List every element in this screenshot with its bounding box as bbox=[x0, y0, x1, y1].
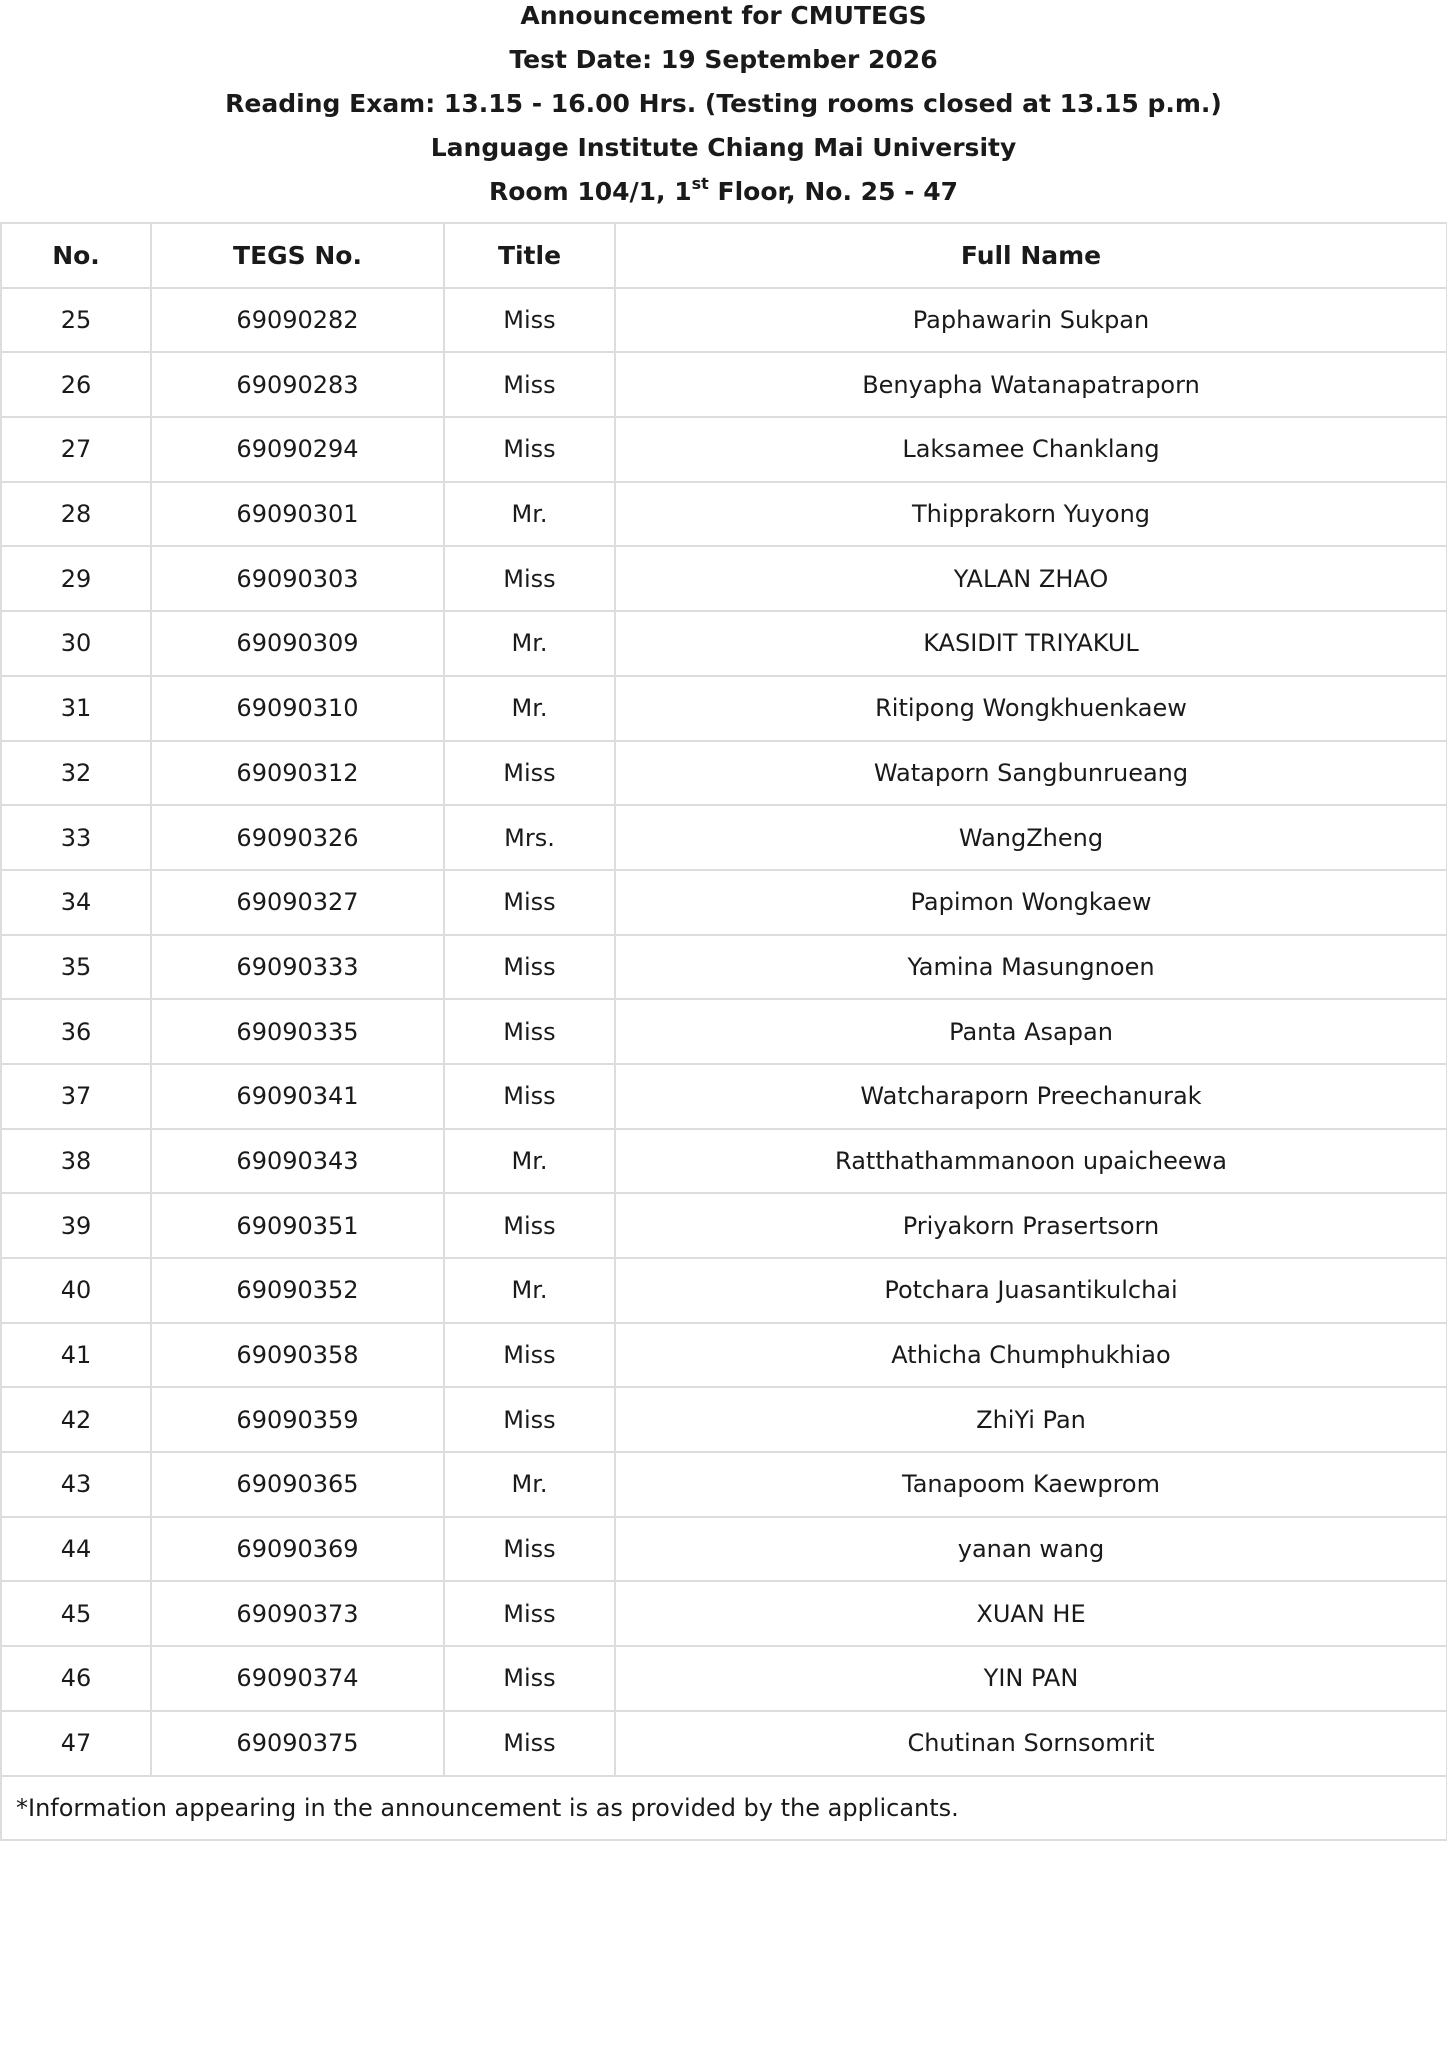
cell-title: Miss bbox=[444, 546, 615, 611]
cell-full-name: Athicha Chumphukhiao bbox=[615, 1323, 1447, 1388]
cell-tegs-no: 69090309 bbox=[151, 611, 444, 676]
room-info-superscript: st bbox=[691, 173, 709, 193]
cell-full-name: Laksamee Chanklang bbox=[615, 417, 1447, 482]
cell-no: 38 bbox=[1, 1129, 151, 1194]
cell-no: 42 bbox=[1, 1387, 151, 1452]
cell-tegs-no: 69090352 bbox=[151, 1258, 444, 1323]
cell-no: 25 bbox=[1, 288, 151, 353]
cell-full-name: Wataporn Sangbunrueang bbox=[615, 741, 1447, 806]
table-row bbox=[1, 1646, 1447, 1711]
cell-title: Miss bbox=[444, 1517, 615, 1582]
test-date: Test Date: 19 September 2026 bbox=[509, 45, 938, 74]
cell-full-name: XUAN HE bbox=[615, 1581, 1447, 1646]
cell-full-name: Thipprakorn Yuyong bbox=[615, 482, 1447, 547]
cell-tegs-no: 69090374 bbox=[151, 1646, 444, 1711]
column-header-no: No. bbox=[1, 223, 151, 288]
cell-full-name: YALAN ZHAO bbox=[615, 546, 1447, 611]
cell-title: Miss bbox=[444, 935, 615, 1000]
footnote: *Information appearing in the announcement is as provided by the applicants. bbox=[1, 1776, 1447, 1841]
cell-tegs-no: 69090312 bbox=[151, 741, 444, 806]
cell-no: 45 bbox=[1, 1581, 151, 1646]
table-row bbox=[1, 741, 1447, 806]
cell-no: 47 bbox=[1, 1711, 151, 1776]
table-row bbox=[1, 482, 1447, 547]
cell-no: 31 bbox=[1, 676, 151, 741]
table-row bbox=[1, 546, 1447, 611]
cell-title: Miss bbox=[444, 1323, 615, 1388]
cell-tegs-no: 69090301 bbox=[151, 482, 444, 547]
cell-tegs-no: 69090283 bbox=[151, 352, 444, 417]
cell-title: Miss bbox=[444, 1711, 615, 1776]
cell-title: Mr. bbox=[444, 611, 615, 676]
table-row bbox=[1, 676, 1447, 741]
cell-no: 32 bbox=[1, 741, 151, 806]
cell-no: 30 bbox=[1, 611, 151, 676]
cell-tegs-no: 69090358 bbox=[151, 1323, 444, 1388]
cell-full-name: Papimon Wongkaew bbox=[615, 870, 1447, 935]
cell-full-name: Paphawarin Sukpan bbox=[615, 288, 1447, 353]
cell-tegs-no: 69090282 bbox=[151, 288, 444, 353]
cell-full-name: KASIDIT TRIYAKUL bbox=[615, 611, 1447, 676]
cell-title: Miss bbox=[444, 1581, 615, 1646]
cell-title: Miss bbox=[444, 352, 615, 417]
table-row bbox=[1, 805, 1447, 870]
table-row bbox=[1, 1452, 1447, 1517]
cell-title: Miss bbox=[444, 1387, 615, 1452]
table-row bbox=[1, 352, 1447, 417]
cell-no: 35 bbox=[1, 935, 151, 1000]
cell-tegs-no: 69090373 bbox=[151, 1581, 444, 1646]
exam-time: Reading Exam: 13.15 - 16.00 Hrs. (Testing rooms closed at 13.15 p.m.) bbox=[225, 89, 1222, 118]
cell-tegs-no: 69090294 bbox=[151, 417, 444, 482]
cell-title: Miss bbox=[444, 870, 615, 935]
cell-tegs-no: 69090333 bbox=[151, 935, 444, 1000]
cell-tegs-no: 69090303 bbox=[151, 546, 444, 611]
cell-full-name: yanan wang bbox=[615, 1517, 1447, 1582]
cell-title: Miss bbox=[444, 1193, 615, 1258]
cell-tegs-no: 69090375 bbox=[151, 1711, 444, 1776]
table-row bbox=[1, 1129, 1447, 1194]
cell-no: 36 bbox=[1, 999, 151, 1064]
table-row bbox=[1, 1581, 1447, 1646]
cell-no: 37 bbox=[1, 1064, 151, 1129]
cell-no: 34 bbox=[1, 870, 151, 935]
cell-tegs-no: 69090341 bbox=[151, 1064, 444, 1129]
cell-full-name: Tanapoom Kaewprom bbox=[615, 1452, 1447, 1517]
table-row bbox=[1, 611, 1447, 676]
cell-full-name: Panta Asapan bbox=[615, 999, 1447, 1064]
cell-tegs-no: 69090327 bbox=[151, 870, 444, 935]
table-row bbox=[1, 1517, 1447, 1582]
table-row bbox=[1, 1064, 1447, 1129]
cell-title: Mr. bbox=[444, 482, 615, 547]
cell-title: Miss bbox=[444, 999, 615, 1064]
table-row bbox=[1, 417, 1447, 482]
table-row bbox=[1, 1387, 1447, 1452]
cell-full-name: Watcharaporn Preechanurak bbox=[615, 1064, 1447, 1129]
cell-title: Mrs. bbox=[444, 805, 615, 870]
cell-no: 29 bbox=[1, 546, 151, 611]
table-row bbox=[1, 935, 1447, 1000]
cell-title: Mr. bbox=[444, 676, 615, 741]
table-row bbox=[1, 1323, 1447, 1388]
cell-full-name: Potchara Juasantikulchai bbox=[615, 1258, 1447, 1323]
room-info bbox=[0, 172, 1447, 212]
cell-full-name: ZhiYi Pan bbox=[615, 1387, 1447, 1452]
cell-title: Mr. bbox=[444, 1129, 615, 1194]
announcement-title: Announcement for CMUTEGS bbox=[520, 1, 927, 30]
cell-full-name: WangZheng bbox=[615, 805, 1447, 870]
cell-no: 43 bbox=[1, 1452, 151, 1517]
cell-title: Miss bbox=[444, 741, 615, 806]
cell-full-name: Ratthathammanoon upaicheewa bbox=[615, 1129, 1447, 1194]
cell-full-name: Benyapha Watanapatraporn bbox=[615, 352, 1447, 417]
cell-no: 39 bbox=[1, 1193, 151, 1258]
column-header-tegs-no: TEGS No. bbox=[151, 223, 444, 288]
room-info-prefix: Room 104/1, 1 bbox=[488, 177, 692, 206]
table-row bbox=[1, 288, 1447, 353]
cell-title: Miss bbox=[444, 288, 615, 353]
cell-tegs-no: 69090326 bbox=[151, 805, 444, 870]
footnote-row bbox=[1, 1776, 1447, 1841]
cell-title: Miss bbox=[444, 417, 615, 482]
table-row bbox=[1, 999, 1447, 1064]
cell-no: 26 bbox=[1, 352, 151, 417]
cell-tegs-no: 69090359 bbox=[151, 1387, 444, 1452]
table-row bbox=[1, 870, 1447, 935]
institute-name: Language Institute Chiang Mai University bbox=[430, 133, 1017, 162]
cell-no: 41 bbox=[1, 1323, 151, 1388]
cell-no: 27 bbox=[1, 417, 151, 482]
cell-no: 44 bbox=[1, 1517, 151, 1582]
cell-title: Mr. bbox=[444, 1258, 615, 1323]
cell-no: 40 bbox=[1, 1258, 151, 1323]
table-row bbox=[1, 1711, 1447, 1776]
table-row bbox=[1, 1193, 1447, 1258]
candidate-table bbox=[0, 222, 1447, 1841]
cell-full-name: Priyakorn Prasertsorn bbox=[615, 1193, 1447, 1258]
cell-tegs-no: 69090369 bbox=[151, 1517, 444, 1582]
table-body bbox=[1, 288, 1447, 1776]
table-row bbox=[1, 1258, 1447, 1323]
cell-full-name: Chutinan Sornsomrit bbox=[615, 1711, 1447, 1776]
cell-full-name: Yamina Masungnoen bbox=[615, 935, 1447, 1000]
cell-no: 46 bbox=[1, 1646, 151, 1711]
column-header-full-name: Full Name bbox=[615, 223, 1447, 288]
cell-tegs-no: 69090310 bbox=[151, 676, 444, 741]
cell-no: 28 bbox=[1, 482, 151, 547]
cell-title: Miss bbox=[444, 1064, 615, 1129]
table-header-row bbox=[1, 223, 1447, 288]
column-header-title: Title bbox=[444, 223, 615, 288]
cell-title: Mr. bbox=[444, 1452, 615, 1517]
cell-no: 33 bbox=[1, 805, 151, 870]
cell-full-name: Ritipong Wongkhuenkaew bbox=[615, 676, 1447, 741]
room-info-suffix: Floor, No. 25 - 47 bbox=[708, 177, 959, 206]
cell-tegs-no: 69090343 bbox=[151, 1129, 444, 1194]
cell-title: Miss bbox=[444, 1646, 615, 1711]
cell-full-name: YIN PAN bbox=[615, 1646, 1447, 1711]
cell-tegs-no: 69090365 bbox=[151, 1452, 444, 1517]
cell-tegs-no: 69090335 bbox=[151, 999, 444, 1064]
cell-tegs-no: 69090351 bbox=[151, 1193, 444, 1258]
